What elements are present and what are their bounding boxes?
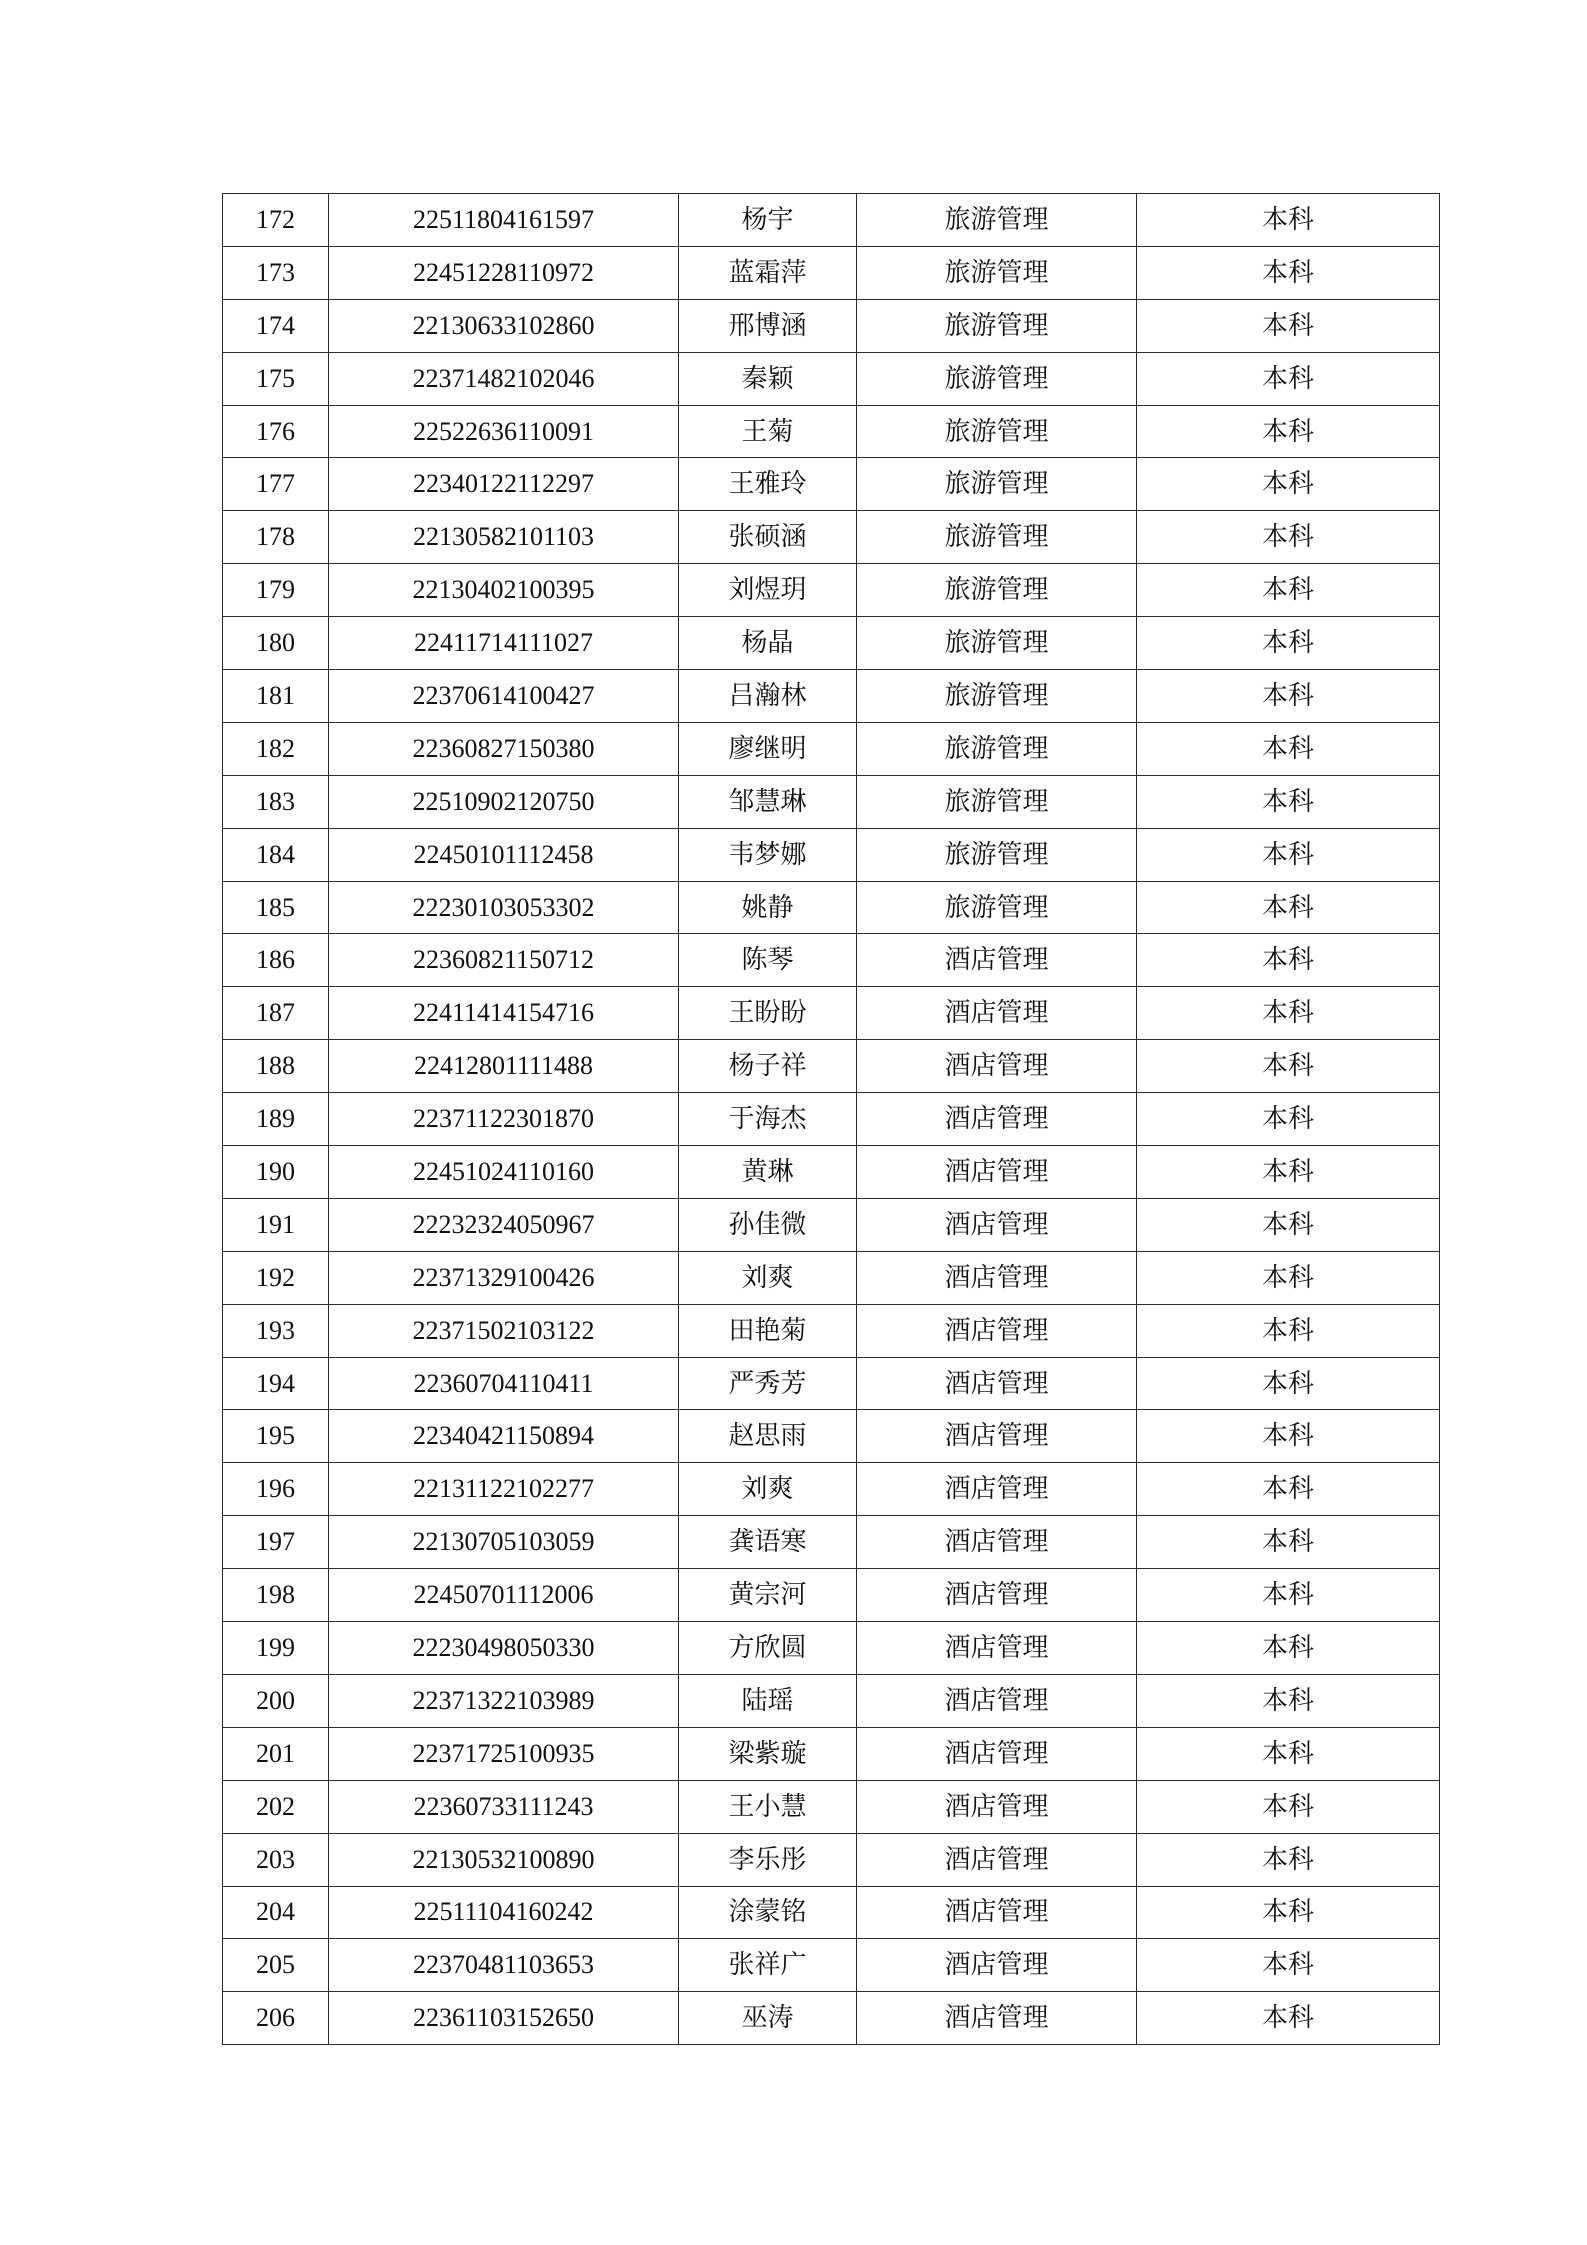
student-name-cell: 李乐彤: [679, 1833, 857, 1886]
table-row: [223, 1304, 1440, 1357]
table-row: [223, 352, 1440, 405]
row-number-cell: 199: [223, 1622, 329, 1675]
education-level-cell: 本科: [1137, 194, 1440, 247]
major-cell: 酒店管理: [857, 1146, 1137, 1199]
education-level-cell: 本科: [1137, 1992, 1440, 2045]
student-name-cell: 廖继明: [679, 722, 857, 775]
table-row: [223, 1198, 1440, 1251]
major-cell: 旅游管理: [857, 405, 1137, 458]
candidate-id-cell: 22371725100935: [329, 1727, 679, 1780]
education-level-cell: 本科: [1137, 881, 1440, 934]
row-number-cell: 194: [223, 1357, 329, 1410]
education-level-cell: 本科: [1137, 1093, 1440, 1146]
student-name-cell: 黄琳: [679, 1146, 857, 1199]
major-cell: 酒店管理: [857, 1886, 1137, 1939]
student-name-cell: 姚静: [679, 881, 857, 934]
student-name-cell: 于海杰: [679, 1093, 857, 1146]
table-row: [223, 1463, 1440, 1516]
education-level-cell: 本科: [1137, 1727, 1440, 1780]
candidate-id-cell: 22340122112297: [329, 458, 679, 511]
student-name-cell: 杨晶: [679, 617, 857, 670]
major-cell: 旅游管理: [857, 194, 1137, 247]
student-name-cell: 韦梦娜: [679, 828, 857, 881]
candidate-id-cell: 22370481103653: [329, 1939, 679, 1992]
table-row: [223, 1939, 1440, 1992]
table-row: [223, 405, 1440, 458]
candidate-id-cell: 22450701112006: [329, 1569, 679, 1622]
row-number-cell: 188: [223, 1040, 329, 1093]
student-name-cell: 方欣圆: [679, 1622, 857, 1675]
candidate-id-cell: 22360704110411: [329, 1357, 679, 1410]
education-level-cell: 本科: [1137, 1357, 1440, 1410]
row-number-cell: 193: [223, 1304, 329, 1357]
candidate-id-cell: 22340421150894: [329, 1410, 679, 1463]
row-number-cell: 189: [223, 1093, 329, 1146]
candidate-id-cell: 22412801111488: [329, 1040, 679, 1093]
table-row: [223, 511, 1440, 564]
student-name-cell: 张硕涵: [679, 511, 857, 564]
education-level-cell: 本科: [1137, 987, 1440, 1040]
table-row: [223, 246, 1440, 299]
student-name-cell: 杨宇: [679, 194, 857, 247]
candidate-id-cell: 22371329100426: [329, 1251, 679, 1304]
student-name-cell: 杨子祥: [679, 1040, 857, 1093]
student-name-cell: 梁紫璇: [679, 1727, 857, 1780]
candidate-id-cell: 22131122102277: [329, 1463, 679, 1516]
table-row: [223, 1622, 1440, 1675]
row-number-cell: 176: [223, 405, 329, 458]
major-cell: 旅游管理: [857, 617, 1137, 670]
education-level-cell: 本科: [1137, 246, 1440, 299]
major-cell: 酒店管理: [857, 934, 1137, 987]
table-row: [223, 1727, 1440, 1780]
major-cell: 酒店管理: [857, 1622, 1137, 1675]
education-level-cell: 本科: [1137, 1886, 1440, 1939]
student-name-cell: 陆瑶: [679, 1674, 857, 1727]
education-level-cell: 本科: [1137, 458, 1440, 511]
table-row: [223, 775, 1440, 828]
student-name-cell: 邹慧琳: [679, 775, 857, 828]
row-number-cell: 173: [223, 246, 329, 299]
candidate-id-cell: 22510902120750: [329, 775, 679, 828]
table-row: [223, 1886, 1440, 1939]
student-name-cell: 秦颖: [679, 352, 857, 405]
major-cell: 旅游管理: [857, 775, 1137, 828]
table-row: [223, 299, 1440, 352]
table-row: [223, 934, 1440, 987]
row-number-cell: 183: [223, 775, 329, 828]
row-number-cell: 175: [223, 352, 329, 405]
candidate-id-cell: 22451228110972: [329, 246, 679, 299]
student-name-cell: 王小慧: [679, 1780, 857, 1833]
major-cell: 旅游管理: [857, 670, 1137, 723]
education-level-cell: 本科: [1137, 1198, 1440, 1251]
student-name-cell: 田艳菊: [679, 1304, 857, 1357]
major-cell: 酒店管理: [857, 1833, 1137, 1886]
major-cell: 酒店管理: [857, 1569, 1137, 1622]
row-number-cell: 195: [223, 1410, 329, 1463]
row-number-cell: 180: [223, 617, 329, 670]
education-level-cell: 本科: [1137, 617, 1440, 670]
student-name-cell: 涂蒙铭: [679, 1886, 857, 1939]
candidate-id-cell: 22371122301870: [329, 1093, 679, 1146]
education-level-cell: 本科: [1137, 1622, 1440, 1675]
major-cell: 旅游管理: [857, 352, 1137, 405]
student-name-cell: 陈琴: [679, 934, 857, 987]
major-cell: 旅游管理: [857, 511, 1137, 564]
candidate-id-cell: 22130532100890: [329, 1833, 679, 1886]
major-cell: 旅游管理: [857, 299, 1137, 352]
row-number-cell: 184: [223, 828, 329, 881]
table-row: [223, 1410, 1440, 1463]
student-name-cell: 刘煜玥: [679, 564, 857, 617]
candidate-id-cell: 22360827150380: [329, 722, 679, 775]
row-number-cell: 179: [223, 564, 329, 617]
table-row: [223, 1780, 1440, 1833]
table-row: [223, 1040, 1440, 1093]
education-level-cell: 本科: [1137, 1780, 1440, 1833]
row-number-cell: 177: [223, 458, 329, 511]
row-number-cell: 197: [223, 1516, 329, 1569]
student-name-cell: 黄宗河: [679, 1569, 857, 1622]
major-cell: 旅游管理: [857, 246, 1137, 299]
row-number-cell: 201: [223, 1727, 329, 1780]
table-row: [223, 1146, 1440, 1199]
major-cell: 旅游管理: [857, 458, 1137, 511]
education-level-cell: 本科: [1137, 1146, 1440, 1199]
candidate-id-cell: 22130705103059: [329, 1516, 679, 1569]
table-row: [223, 722, 1440, 775]
candidate-id-cell: 22230498050330: [329, 1622, 679, 1675]
education-level-cell: 本科: [1137, 1939, 1440, 1992]
student-name-cell: 张祥广: [679, 1939, 857, 1992]
table-row: [223, 458, 1440, 511]
student-name-cell: 龚语寒: [679, 1516, 857, 1569]
student-name-cell: 蓝霜萍: [679, 246, 857, 299]
table-row: [223, 987, 1440, 1040]
major-cell: 酒店管理: [857, 1727, 1137, 1780]
table-row: [223, 1516, 1440, 1569]
table-row: [223, 828, 1440, 881]
education-level-cell: 本科: [1137, 775, 1440, 828]
education-level-cell: 本科: [1137, 352, 1440, 405]
student-name-cell: 邢博涵: [679, 299, 857, 352]
candidate-id-cell: 22511104160242: [329, 1886, 679, 1939]
major-cell: 酒店管理: [857, 1516, 1137, 1569]
education-level-cell: 本科: [1137, 1516, 1440, 1569]
candidate-id-cell: 22411414154716: [329, 987, 679, 1040]
major-cell: 旅游管理: [857, 722, 1137, 775]
table-row: [223, 1674, 1440, 1727]
table-row: [223, 194, 1440, 247]
education-level-cell: 本科: [1137, 1251, 1440, 1304]
major-cell: 酒店管理: [857, 1251, 1137, 1304]
major-cell: 酒店管理: [857, 1410, 1137, 1463]
major-cell: 酒店管理: [857, 1992, 1137, 2045]
student-name-cell: 严秀芳: [679, 1357, 857, 1410]
row-number-cell: 178: [223, 511, 329, 564]
row-number-cell: 190: [223, 1146, 329, 1199]
education-level-cell: 本科: [1137, 722, 1440, 775]
row-number-cell: 205: [223, 1939, 329, 1992]
candidate-id-cell: 22371322103989: [329, 1674, 679, 1727]
table-row: [223, 1251, 1440, 1304]
student-name-cell: 孙佳微: [679, 1198, 857, 1251]
student-name-cell: 刘爽: [679, 1463, 857, 1516]
major-cell: 酒店管理: [857, 987, 1137, 1040]
education-level-cell: 本科: [1137, 1304, 1440, 1357]
table-row: [223, 1357, 1440, 1410]
major-cell: 酒店管理: [857, 1093, 1137, 1146]
row-number-cell: 185: [223, 881, 329, 934]
row-number-cell: 203: [223, 1833, 329, 1886]
table-row: [223, 670, 1440, 723]
row-number-cell: 202: [223, 1780, 329, 1833]
education-level-cell: 本科: [1137, 1040, 1440, 1093]
row-number-cell: 206: [223, 1992, 329, 2045]
candidate-id-cell: 22451024110160: [329, 1146, 679, 1199]
row-number-cell: 192: [223, 1251, 329, 1304]
table-row: [223, 1569, 1440, 1622]
candidate-id-cell: 22370614100427: [329, 670, 679, 723]
student-name-cell: 吕瀚林: [679, 670, 857, 723]
student-name-cell: 巫涛: [679, 1992, 857, 2045]
education-level-cell: 本科: [1137, 405, 1440, 458]
row-number-cell: 191: [223, 1198, 329, 1251]
candidate-id-cell: 22371502103122: [329, 1304, 679, 1357]
major-cell: 酒店管理: [857, 1674, 1137, 1727]
row-number-cell: 200: [223, 1674, 329, 1727]
major-cell: 酒店管理: [857, 1040, 1137, 1093]
table-row: [223, 881, 1440, 934]
education-level-cell: 本科: [1137, 670, 1440, 723]
row-number-cell: 174: [223, 299, 329, 352]
major-cell: 酒店管理: [857, 1780, 1137, 1833]
education-level-cell: 本科: [1137, 564, 1440, 617]
student-name-cell: 刘爽: [679, 1251, 857, 1304]
education-level-cell: 本科: [1137, 1410, 1440, 1463]
candidate-id-cell: 22450101112458: [329, 828, 679, 881]
candidate-id-cell: 22232324050967: [329, 1198, 679, 1251]
education-level-cell: 本科: [1137, 1833, 1440, 1886]
student-name-cell: 王菊: [679, 405, 857, 458]
candidate-id-cell: 22361103152650: [329, 1992, 679, 2045]
table-row: [223, 1992, 1440, 2045]
row-number-cell: 204: [223, 1886, 329, 1939]
roster-table: [222, 193, 1440, 2045]
major-cell: 旅游管理: [857, 564, 1137, 617]
candidate-id-cell: 22130633102860: [329, 299, 679, 352]
row-number-cell: 182: [223, 722, 329, 775]
student-name-cell: 赵思雨: [679, 1410, 857, 1463]
roster-table-body: [223, 194, 1440, 2045]
row-number-cell: 198: [223, 1569, 329, 1622]
major-cell: 旅游管理: [857, 828, 1137, 881]
education-level-cell: 本科: [1137, 934, 1440, 987]
row-number-cell: 186: [223, 934, 329, 987]
education-level-cell: 本科: [1137, 1674, 1440, 1727]
major-cell: 酒店管理: [857, 1304, 1137, 1357]
row-number-cell: 172: [223, 194, 329, 247]
candidate-id-cell: 22130402100395: [329, 564, 679, 617]
row-number-cell: 196: [223, 1463, 329, 1516]
education-level-cell: 本科: [1137, 1569, 1440, 1622]
candidate-id-cell: 22130582101103: [329, 511, 679, 564]
candidate-id-cell: 22371482102046: [329, 352, 679, 405]
candidate-id-cell: 22411714111027: [329, 617, 679, 670]
education-level-cell: 本科: [1137, 511, 1440, 564]
education-level-cell: 本科: [1137, 1463, 1440, 1516]
candidate-id-cell: 22511804161597: [329, 194, 679, 247]
major-cell: 旅游管理: [857, 881, 1137, 934]
table-row: [223, 1093, 1440, 1146]
table-row: [223, 617, 1440, 670]
table-row: [223, 564, 1440, 617]
major-cell: 酒店管理: [857, 1357, 1137, 1410]
candidate-id-cell: 22230103053302: [329, 881, 679, 934]
education-level-cell: 本科: [1137, 828, 1440, 881]
candidate-id-cell: 22360733111243: [329, 1780, 679, 1833]
student-name-cell: 王雅玲: [679, 458, 857, 511]
row-number-cell: 187: [223, 987, 329, 1040]
major-cell: 酒店管理: [857, 1463, 1137, 1516]
major-cell: 酒店管理: [857, 1198, 1137, 1251]
student-name-cell: 王盼盼: [679, 987, 857, 1040]
major-cell: 酒店管理: [857, 1939, 1137, 1992]
table-row: [223, 1833, 1440, 1886]
row-number-cell: 181: [223, 670, 329, 723]
education-level-cell: 本科: [1137, 299, 1440, 352]
candidate-id-cell: 22360821150712: [329, 934, 679, 987]
candidate-id-cell: 22522636110091: [329, 405, 679, 458]
